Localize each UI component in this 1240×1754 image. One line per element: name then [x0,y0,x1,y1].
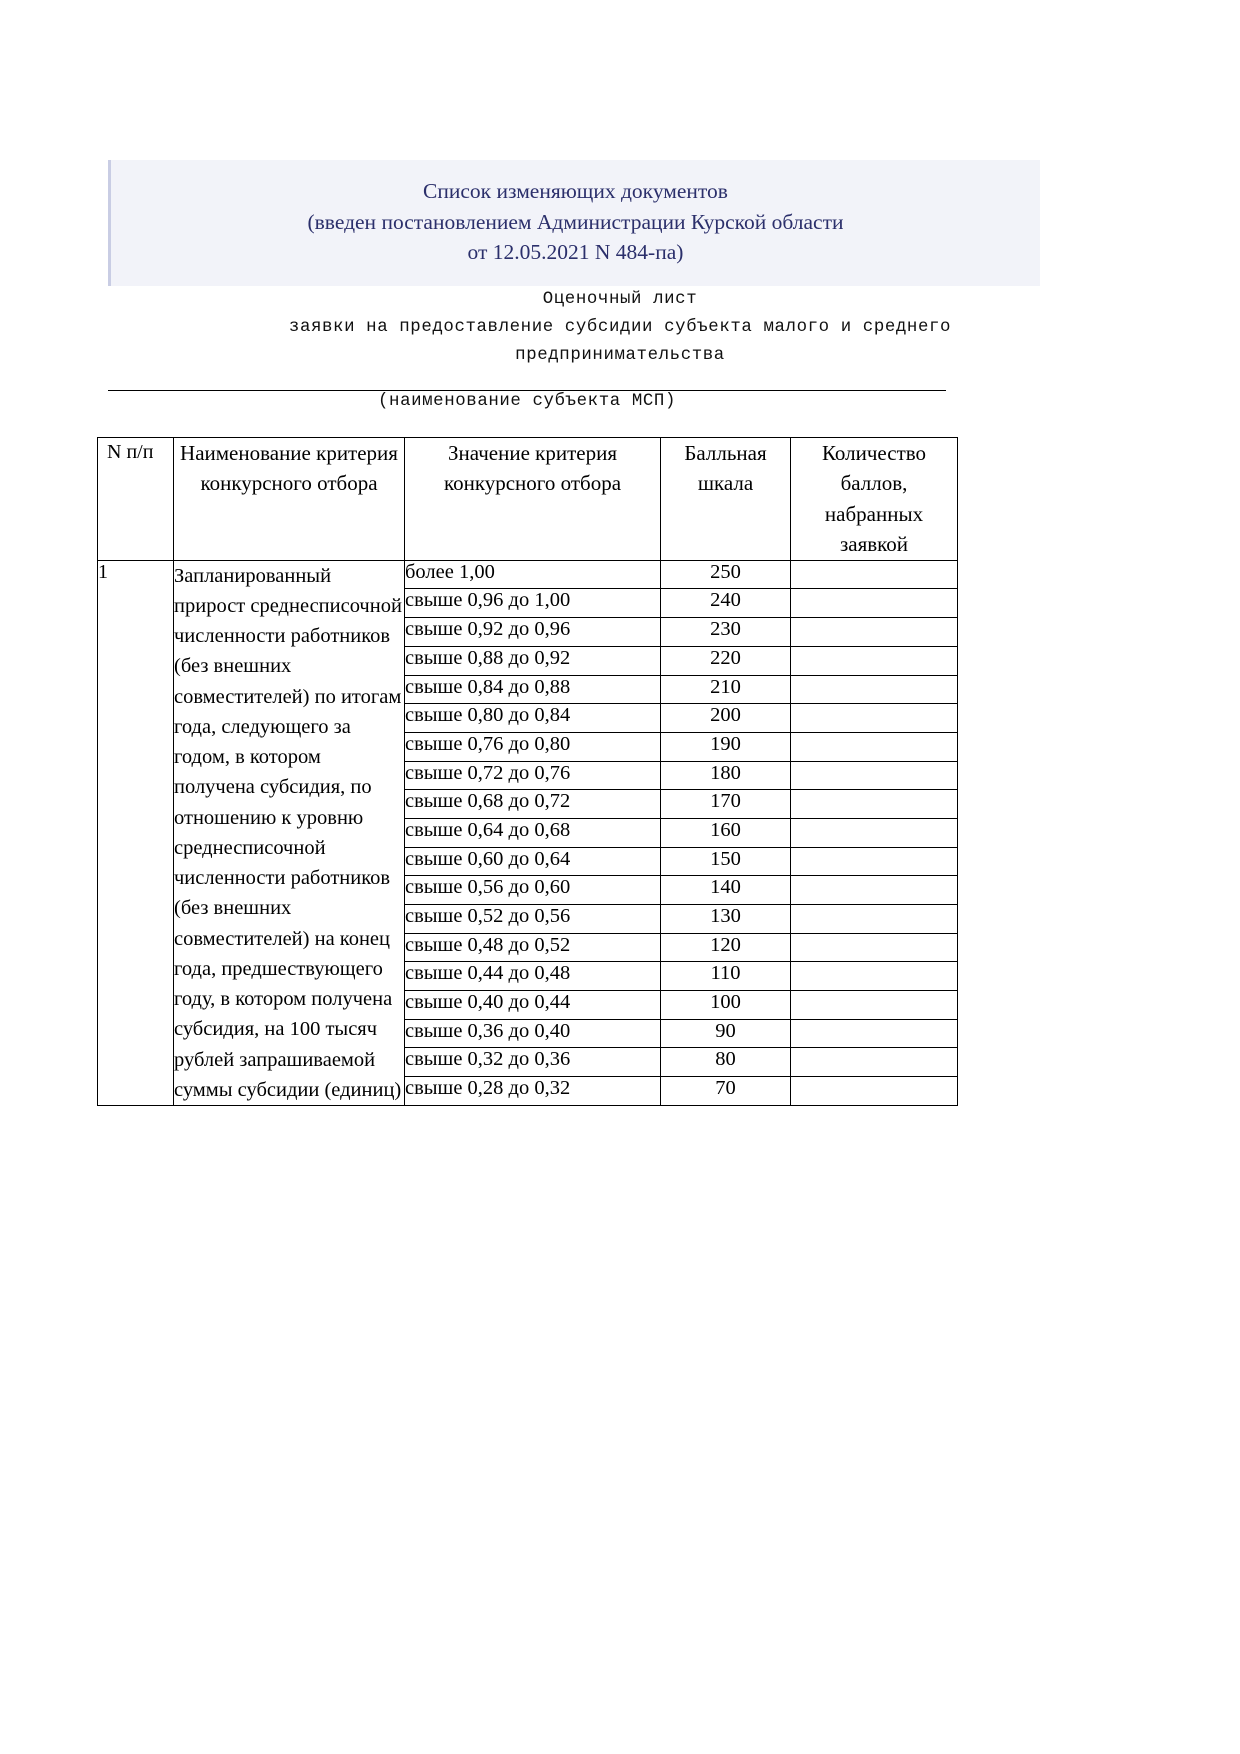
criterion-value: свыше 0,72 до 0,76 [405,761,661,790]
criterion-value: свыше 0,80 до 0,84 [405,704,661,733]
subtitle-line-2: заявки на предоставление субсидии субъекта малого и среднего [288,318,952,338]
criterion-value: свыше 0,52 до 0,56 [405,905,661,934]
criterion-scale: 250 [661,560,791,589]
subtitle-line-3: предпринимательства [515,346,725,366]
criterion-scale: 110 [661,962,791,991]
criterion-name: Запланированный прирост среднесписочной численности работников (без внешних совместителей) по итогам года, следующего за годом, в котором получена субсидия, по отношению к уровню среднесписочной численности работников (без внешних совместителей) на конец года, предшествующего году, в котором получена субсидия, на 100 тысяч рублей запрашиваемой суммы субсидии (единиц) [174,560,405,1105]
column-header-name: Наименование критерия конкурсного отбора [174,438,405,561]
criterion-points-scored[interactable] [791,905,958,934]
criterion-value: свыше 0,40 до 0,44 [405,991,661,1020]
criterion-points-scored[interactable] [791,876,958,905]
criterion-points-scored[interactable] [791,991,958,1020]
criterion-scale: 130 [661,905,791,934]
criterion-number: 1 [98,560,174,1105]
changelog-banner [108,160,1040,286]
criterion-points-scored[interactable] [791,818,958,847]
column-header-num: N п/п [98,438,174,561]
evaluation-table [97,437,958,1106]
criterion-scale: 150 [661,847,791,876]
criterion-value: свыше 0,84 до 0,88 [405,675,661,704]
criterion-points-scored[interactable] [791,732,958,761]
criterion-points-scored[interactable] [791,704,958,733]
criterion-value: более 1,00 [405,560,661,589]
criterion-points-scored[interactable] [791,646,958,675]
criterion-points-scored[interactable] [791,761,958,790]
changelog-line-2: (введен постановлением Администрации Курской области [307,209,844,234]
criterion-value: свыше 0,92 до 0,96 [405,618,661,647]
criterion-points-scored[interactable] [791,962,958,991]
column-header-total: Количество баллов, набранных заявкой [791,438,958,561]
criterion-value: свыше 0,88 до 0,92 [405,646,661,675]
changelog-line-1: Список изменяющих документов [423,179,728,203]
evaluation-table-wrapper [97,437,957,1106]
signature-caption: (наименование субъекта МСП) [378,392,676,411]
column-header-scale: Балльная шкала [661,438,791,561]
criterion-points-scored[interactable] [791,1048,958,1077]
signature-rule [108,390,946,391]
criterion-value: свыше 0,56 до 0,60 [405,876,661,905]
criterion-points-scored[interactable] [791,589,958,618]
criterion-value: свыше 0,36 до 0,40 [405,1019,661,1048]
criterion-points-scored[interactable] [791,933,958,962]
criterion-points-scored[interactable] [791,790,958,819]
criterion-value: свыше 0,48 до 0,52 [405,933,661,962]
document-subtitle [0,286,1240,371]
criterion-points-scored[interactable] [791,618,958,647]
criterion-scale: 70 [661,1077,791,1106]
criterion-scale: 210 [661,675,791,704]
criterion-value: свыше 0,76 до 0,80 [405,732,661,761]
column-header-value: Значение критерия конкурсного отбора [405,438,661,561]
criterion-value: свыше 0,32 до 0,36 [405,1048,661,1077]
criterion-scale: 180 [661,761,791,790]
criterion-scale: 170 [661,790,791,819]
table-body [98,560,958,1105]
changelog-line-3: от 12.05.2021 N 484-па) [467,240,684,265]
table-row [98,560,958,589]
criterion-scale: 160 [661,818,791,847]
criterion-points-scored[interactable] [791,1077,958,1106]
table-header [98,438,958,561]
subtitle-line-1: Оценочный лист [542,290,698,309]
criterion-scale: 220 [661,646,791,675]
criterion-scale: 190 [661,732,791,761]
criterion-value: свыше 0,68 до 0,72 [405,790,661,819]
criterion-scale: 100 [661,991,791,1020]
criterion-points-scored[interactable] [791,675,958,704]
criterion-scale: 80 [661,1048,791,1077]
criterion-points-scored[interactable] [791,560,958,589]
criterion-scale: 120 [661,933,791,962]
criterion-scale: 200 [661,704,791,733]
criterion-scale: 230 [661,618,791,647]
criterion-value: свыше 0,60 до 0,64 [405,847,661,876]
criterion-value: свыше 0,96 до 1,00 [405,589,661,618]
table-header-row [98,438,958,561]
criterion-value: свыше 0,64 до 0,68 [405,818,661,847]
criterion-points-scored[interactable] [791,847,958,876]
criterion-value: свыше 0,44 до 0,48 [405,962,661,991]
criterion-scale: 90 [661,1019,791,1048]
criterion-points-scored[interactable] [791,1019,958,1048]
criterion-value: свыше 0,28 до 0,32 [405,1077,661,1106]
criterion-scale: 240 [661,589,791,618]
criterion-scale: 140 [661,876,791,905]
